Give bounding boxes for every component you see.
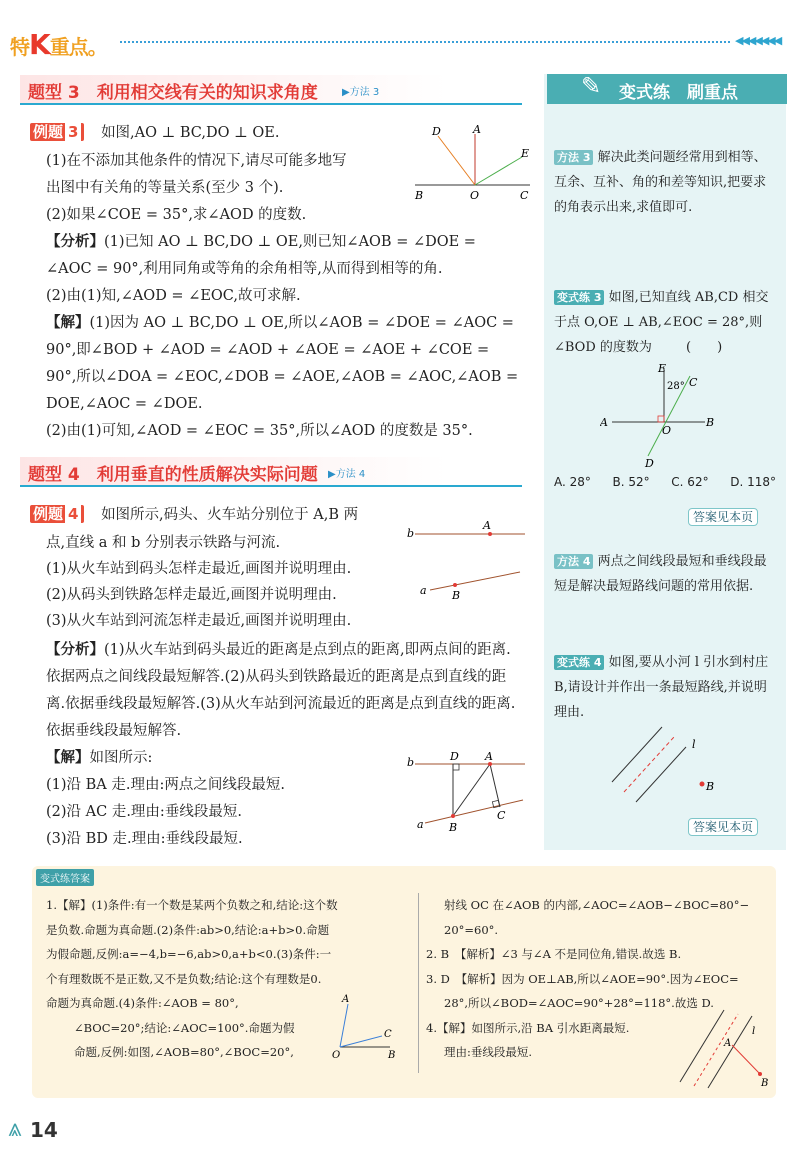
- example-line: (2)如果∠COE = 35°,求∠AOD 的度数.: [46, 207, 307, 223]
- point-label: E: [658, 362, 667, 375]
- student-icon: ✎: [581, 72, 602, 100]
- solution-line: (3)沿 BD 走.理由:垂线段最短.: [46, 831, 243, 847]
- figure-variant-3: [600, 358, 730, 470]
- point-label: B: [388, 1050, 396, 1061]
- figure-river-rail: [405, 515, 530, 605]
- point-label: A: [483, 519, 491, 532]
- header-divider: [120, 41, 730, 43]
- line-label: l: [752, 1026, 756, 1037]
- example-4-header: [30, 503, 358, 524]
- method-link[interactable]: ▶方法 4: [328, 469, 366, 480]
- example-line: (2)从码头到铁路怎样走最近,画图并说明理由.: [46, 587, 337, 603]
- method-4-note: 方法 4 两点之间线段最短和垂线段最短是解决最短路线问题的常用依据.: [554, 554, 767, 594]
- example-line: 点,直线 a 和 b 分别表示铁路与河流.: [46, 535, 281, 551]
- answer-line: 命题,反例:如图,∠AOB=80°,∠BOC=20°,: [74, 1045, 294, 1059]
- example-line: 如图所示,码头、火车站分别位于 A,B 两: [101, 507, 359, 523]
- solution-block: 【解】如图所示:: [46, 750, 153, 766]
- point-label: O: [470, 189, 480, 202]
- example-label: 例题 3: [30, 123, 84, 141]
- answer-line: 射线 OC 在∠AOB 的内部,∠AOC=∠AOB−∠BOC=80°−: [444, 898, 750, 912]
- figure-answer-1: [330, 992, 400, 1062]
- point-label: B: [452, 589, 461, 602]
- answer-line: 是负数.命题为真命题.(2)条件:ab>0,结论:a+b>0.命题: [46, 922, 330, 937]
- point-label: D: [645, 457, 654, 470]
- example-line: (1)从火车站到码头怎样走最近,画图并说明理由.: [46, 561, 352, 577]
- point-label: B: [449, 821, 458, 834]
- answer-line: 2. B 【解析】∠3 与∠A 不是同位角,错误.故选 B.: [426, 947, 682, 961]
- figure-angles-3: [410, 122, 535, 202]
- answer-line: 1.【解】(1)条件:有一个数是某两个负数之和,结论:这个数: [46, 898, 338, 912]
- line-label: b: [407, 756, 415, 769]
- answer-button[interactable]: 答案见本页: [688, 506, 758, 525]
- practice-header-title: 变式练 刷重点: [619, 83, 738, 103]
- example-line: 出图中有关角的等量关系(至少 3 个).: [46, 180, 284, 196]
- line-label: l: [692, 738, 696, 751]
- line-label: a: [420, 584, 427, 597]
- point-label: C: [689, 376, 698, 389]
- answer-line: 28°,所以∠BOD=∠AOC=90°+28°=118°.故选 D.: [444, 996, 714, 1010]
- angle-label: 28°: [667, 381, 685, 392]
- line-label: a: [417, 818, 424, 831]
- point-label: A: [724, 1038, 732, 1049]
- point-label: C: [384, 1029, 392, 1040]
- solution-line: (1)沿 BA 走.理由:两点之间线段最短.: [46, 777, 285, 793]
- answer-line: 为假命题,反例:a=−4,b=−6,ab>0,a+b<0.(3)条件:一: [46, 947, 332, 961]
- point-label: C: [497, 809, 506, 822]
- example-line: (1)在不添加其他条件的情况下,请尽可能多地写: [46, 153, 347, 169]
- answer-line: 20°=60°.: [444, 922, 499, 937]
- variant-3-question: 变式练 3 如图,已知直线 AB,CD 相交于点 O,OE ⊥ AB,∠EOC = 28°,则∠BOD 的度数为 ( ): [554, 290, 769, 355]
- answer-line: 3. D 【解析】因为 OE⊥AB,所以∠AOE=90°.因为∠EOC=: [426, 971, 739, 986]
- analysis-block: 【分析】(1)从火车站到码头最近的距离是点到点的距离,即两点间的距离.依据两点之间线段最短解答.(2)从码头到铁路最近的距离是点到直线的距离.依据垂线段最短解答.(3)从火车站到河流最近的距离是点到直线的距离.依据垂线段最短解答.: [46, 642, 516, 739]
- option[interactable]: C. 62°: [671, 475, 709, 489]
- solution-block: 【解】(1)因为 AO ⊥ BC,DO ⊥ OE,所以∠AOB = ∠DOE = ∠AOC = 90°,即∠BOD + ∠AOD = ∠AOD + ∠AOE = ∠AOE + ∠COE = 90°,所以∠DOA = ∠EOC,∠DOB = ∠AOE,∠AOB = ∠AOC,∠AOB = DOE,∠AOC = ∠DOE.: [46, 315, 519, 412]
- answers-tag: 变式练答案: [36, 869, 94, 886]
- point-label: A: [342, 994, 350, 1005]
- solution-block: (2)由(1)可知,∠AOD = ∠EOC = 35°,所以∠AOD 的度数是 35°.: [46, 423, 473, 439]
- brand-logo: 特K重点。: [10, 28, 107, 61]
- arrow-decoration-icon: ◀◀◀◀◀◀◀: [735, 34, 781, 47]
- point-label: D: [450, 750, 459, 763]
- figure-variant-4: [600, 722, 750, 812]
- point-label: A: [600, 416, 608, 429]
- page-number: 14: [30, 1118, 58, 1142]
- point-label: O: [332, 1050, 341, 1061]
- point-label: B: [706, 416, 715, 429]
- answer-button[interactable]: 答案见本页: [688, 816, 758, 835]
- analysis-block: (2)由(1)知,∠AOD = ∠EOC,故可求解.: [46, 288, 301, 304]
- point-label: B: [761, 1078, 769, 1089]
- point-label: D: [432, 125, 441, 138]
- option[interactable]: D. 118°: [730, 475, 776, 489]
- point-label: A: [485, 750, 493, 763]
- option[interactable]: A. 28°: [554, 475, 591, 489]
- answer-line: 4.【解】如图所示,沿 BA 引水距离最短.: [426, 1020, 630, 1035]
- example-line: 如图,AO ⊥ BC,DO ⊥ OE.: [101, 125, 280, 141]
- section-title: 题型 4 利用垂直的性质解决实际问题: [28, 465, 318, 485]
- practice-header: [547, 74, 787, 104]
- answer-line: 个有理数既不是正数,又不是负数;结论:这个有理数是0.: [46, 971, 322, 986]
- figure-answer-4: [672, 1002, 772, 1090]
- analysis-block: 【分析】(1)已知 AO ⊥ BC,DO ⊥ OE,则已知∠AOB = ∠DOE = ∠AOC = 90°,利用同角或等角的余角相等,从而得到相等的角.: [46, 234, 476, 277]
- variant-3-options: [554, 475, 776, 489]
- section-header-3: [20, 75, 522, 105]
- section-header-4: [20, 457, 522, 487]
- method-link[interactable]: ▶方法 3: [342, 87, 380, 98]
- point-label: O: [662, 424, 672, 437]
- method-3-note: 方法 3 解决此类问题经常用到相等、互余、互补、角的和差等知识,把要求的角表示出来,求值即可.: [554, 150, 767, 215]
- point-label: C: [520, 189, 529, 202]
- example-line: (3)从火车站到河流怎样走最近,画图并说明理由.: [46, 613, 352, 629]
- point-label: A: [473, 123, 481, 136]
- answer-line: ∠BOC=20°;结论:∠AOC=100°.命题为假: [74, 1020, 295, 1035]
- compass-icon: ⩓: [8, 1114, 22, 1142]
- option[interactable]: B. 52°: [612, 475, 650, 489]
- solution-line: (2)沿 AC 走.理由:垂线段最短.: [46, 804, 242, 820]
- example-3-header: [30, 121, 279, 142]
- figure-river-rail-solution: [405, 748, 530, 838]
- point-label: B: [415, 189, 424, 202]
- point-label: B: [706, 780, 715, 793]
- answers-divider: [418, 893, 419, 1073]
- variant-4-question: 变式练 4 如图,要从小河 l 引水到村庄 B,请设计并作出一条最短路线,并说明理由.: [554, 655, 769, 720]
- answer-line: 理由:垂线段最短.: [444, 1045, 533, 1059]
- section-title: 题型 3 利用相交线有关的知识求角度: [28, 83, 318, 103]
- example-label: 例题 4: [30, 505, 84, 523]
- point-label: E: [521, 147, 530, 160]
- line-label: b: [407, 527, 415, 540]
- answer-line: 命题为真命题.(4)条件:∠AOB = 80°,: [46, 996, 239, 1010]
